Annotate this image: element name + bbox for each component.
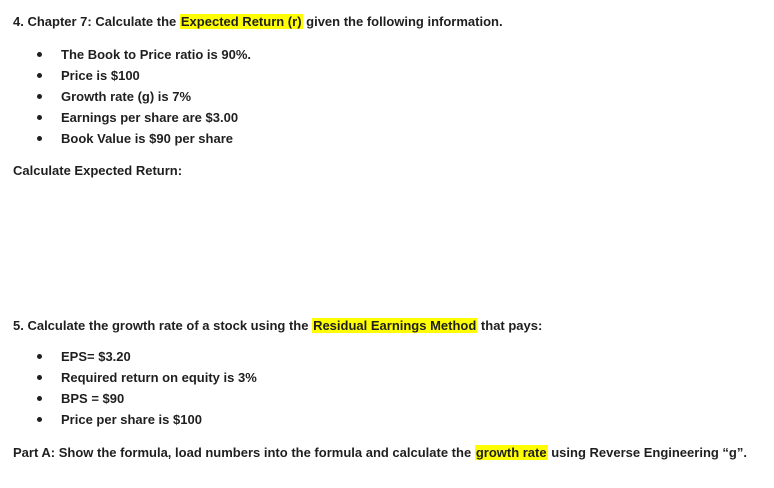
- bullet-icon: [37, 94, 42, 99]
- list-item-text: Required return on equity is 3%: [61, 370, 257, 385]
- list-item-text: Growth rate (g) is 7%: [61, 89, 192, 104]
- list-item-text: Price is $100: [61, 68, 140, 83]
- q5-part-a-prefix: Part A: Show the formula, load numbers into the formula and calculate the: [13, 445, 475, 460]
- q5-part-a-highlight: growth rate: [475, 445, 547, 460]
- bullet-icon: [37, 354, 42, 359]
- list-item-text: BPS = $90: [61, 391, 125, 406]
- list-item-text: EPS= $3.20: [61, 349, 131, 364]
- bullet-icon: [37, 417, 42, 422]
- q5-heading: [13, 317, 542, 334]
- q5-heading-prefix: 5. Calculate the growth rate of a stock using the: [13, 318, 313, 333]
- list-item-text: The Book to Price ratio is 90%.: [61, 47, 251, 62]
- q5-part-a: [13, 444, 747, 461]
- list-item-text: Book Value is $90 per share: [61, 131, 233, 146]
- bullet-icon: [37, 52, 42, 57]
- q4-prompt: Calculate Expected Return:: [13, 163, 183, 178]
- q4-heading: [13, 13, 503, 30]
- list-item-text: Earnings per share are $3.00: [61, 110, 239, 125]
- bullet-icon: [37, 136, 42, 141]
- q4-heading-suffix: given the following information.: [302, 14, 503, 29]
- bullet-icon: [37, 375, 42, 380]
- q4-heading-prefix: 4. Chapter 7: Calculate the: [13, 14, 180, 29]
- q4-heading-highlight: Expected Return (r): [180, 14, 302, 29]
- bullet-icon: [37, 73, 42, 78]
- bullet-icon: [37, 396, 42, 401]
- q5-heading-highlight: Residual Earnings Method: [313, 318, 477, 333]
- list-item-text: Price per share is $100: [61, 412, 202, 427]
- q5-heading-suffix: that pays:: [477, 318, 543, 333]
- bullet-icon: [37, 115, 42, 120]
- q5-part-a-suffix: using Reverse Engineering “g”.: [547, 445, 747, 460]
